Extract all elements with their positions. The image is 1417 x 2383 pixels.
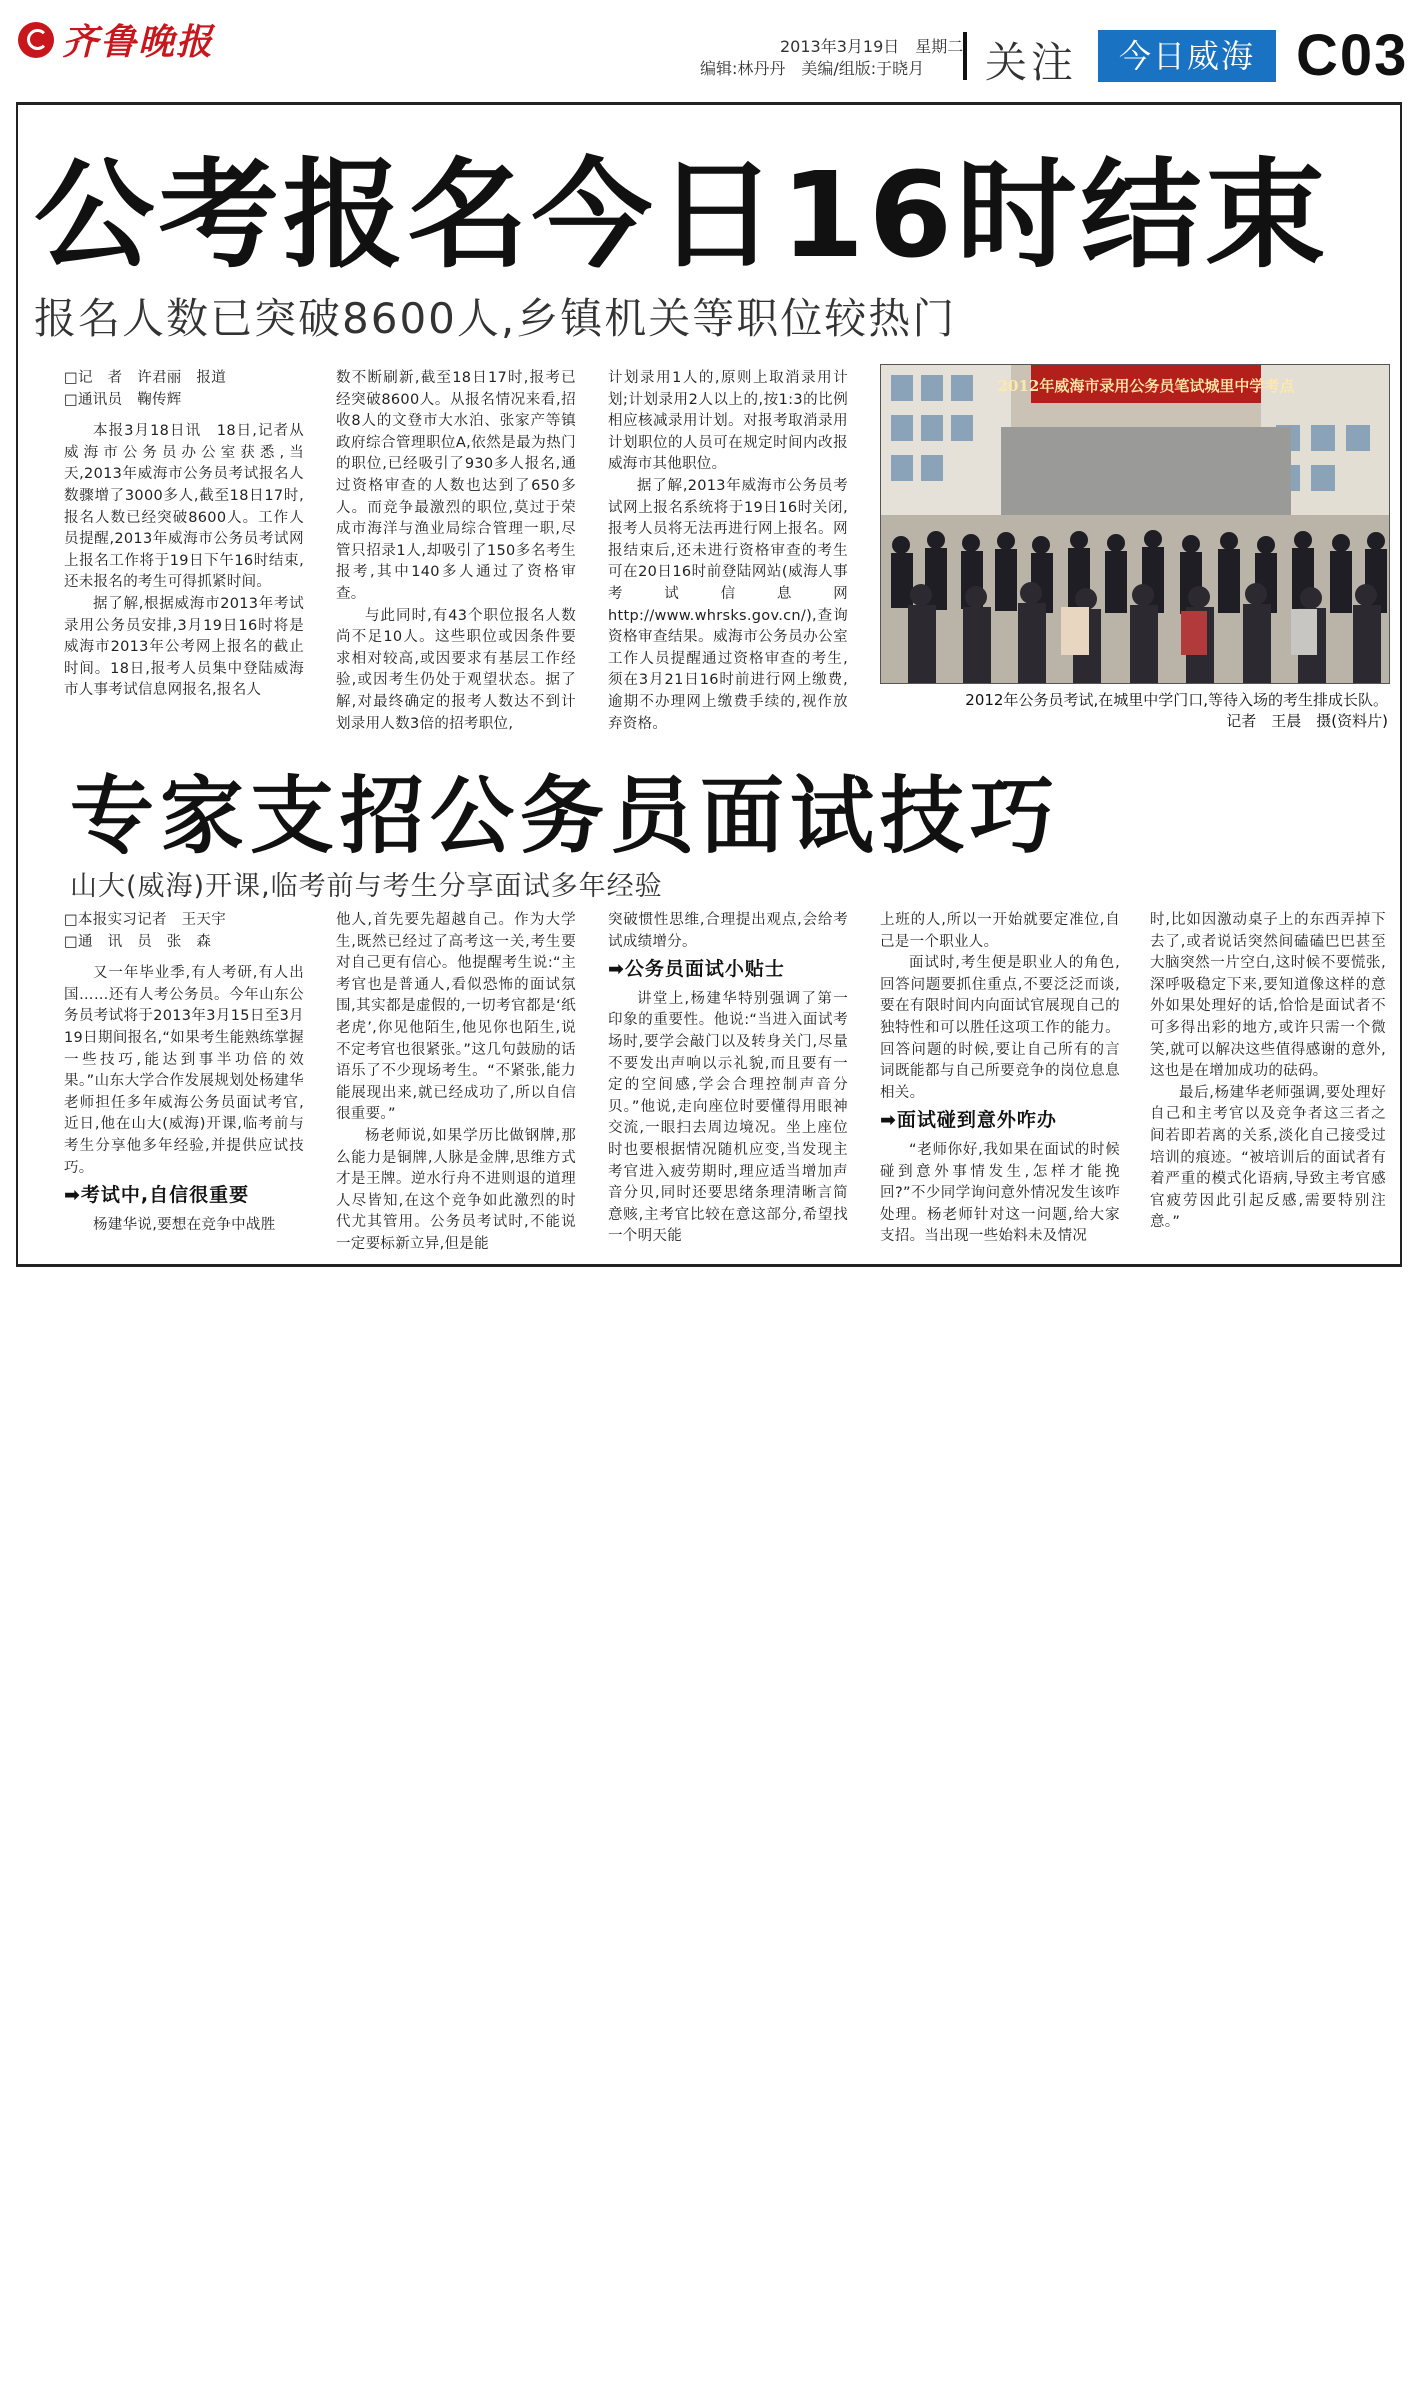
paragraph: 上班的人,所以一开始就要定准位,自己是一个职业人。 xyxy=(880,912,1120,950)
article1-column-2 xyxy=(336,368,576,735)
photo-caption xyxy=(880,690,1388,732)
paragraph: 他人,首先要先超越自己。作为大学生,既然已经过了高考这一关,考生要对自己更有信心。他提醒考生说:“主考官也是普通人,看似恐怖的面试氛围,其实都是虚假的,一切考官都是‘纸老虎’,你见他陌生,他见你也陌生,说不定考官也很紧张。”这几句鼓励的话语乐了不少现场考生。“不紧张,能力能展现出来,就已经成功了,所以自信很重要。” xyxy=(336,912,576,1123)
paragraph: 突破惯性思维,合理提出观点,会给考试成绩增分。 xyxy=(608,912,848,950)
correspondent-byline: □通讯员 鞠传辉 xyxy=(64,391,182,408)
subheading: ➡面试碰到意外咋办 xyxy=(880,1109,1057,1132)
paragraph: 与此同时,有43个职位报名人数尚不足10人。这些职位或因条件要求相对较高,或因要求有基层工作经验,或因考生仍处于观望状态。据了解,对最终确定的报考人数达不到计划录用人数3倍的招考职位, xyxy=(336,607,576,732)
article1-headline: 公考报名今日16时结束 xyxy=(34,146,1330,284)
paragraph: 时,比如因激动桌子上的东西弄掉下去了,或者说话突然间磕磕巴巴甚至大脑突然一片空白,这时候不要慌张,深呼吸稳定下来,要知道像这样的意外如果处理好的话,恰恰是面试者不可多得出彩的地方,或许只需一个微笑,就可以解决这些值得感谢的意外,这也是在增加成功的砝码。 xyxy=(1150,912,1386,1080)
paragraph: “老师你好,我如果在面试的时候碰到意外事情发生,怎样才能挽回?”不少同学询问意外情况发生该咋处理。杨老师针对这一问题,给大家支招。当出现一些始料未及情况 xyxy=(880,1141,1120,1245)
paragraph: 本报3月18日讯 18日,记者从威海市公务员办公室获悉,当天,2013年威海市公务员考试报名人数骤增了3000多人,截至18日17时,报名人数已经突破8600人。工作人员提醒,2013年威海市公务员考试网上报名工作将于19日下午16时结束,还未报名的考生可得抓紧时间。 xyxy=(64,423,304,591)
paragraph: 杨老师说,如果学历比做钢牌,那么能力是铜牌,人脉是金牌,思维方式才是王牌。逆水行舟不进则退的道理人尽皆知,在这个竞争如此激烈的时代尤其管用。公务员考试时,不能说一定要标新立异,但是能 xyxy=(336,1127,576,1252)
paragraph: 计划录用1人的,原则上取消录用计划;计划录用2人以上的,按1:3的比例相应核减录用计划。对报考取消录用计划职位的人员可在规定时间内改报威海市其他职位。 xyxy=(608,370,848,473)
newspaper-logo xyxy=(18,14,214,65)
article1-column-1 xyxy=(64,368,304,702)
paragraph: 又一年毕业季,有人考研,有人出国……还有人考公务员。今年山东公务员考试将于2013年3月15日至3月19日期间报名,“如果考生能熟练掌握一些技巧,能达到事半功倍的效果。”山东大学合作发展规划处杨建华老师担任多年威海公务员面试考官,近日,他在山大(威海)开课,临考前与考生分享他多年经验,并提供应试技巧。 xyxy=(64,965,304,1176)
logo-text: 齐鲁晚报 xyxy=(62,21,215,63)
section-tag: 今日威海 xyxy=(1098,30,1276,82)
article1-column-3 xyxy=(608,368,848,735)
issue-date: 2013年3月19日 星期二 xyxy=(780,37,964,56)
article1-subheadline: 报名人数已突破8600人,乡镇机关等职位较热门 xyxy=(34,294,957,343)
header-divider xyxy=(963,32,967,80)
caption-text: 2012年公务员考试,在城里中学门口,等待入场的考生排成长队。 xyxy=(965,691,1388,709)
correspondent-byline: □通 讯 员 张 森 xyxy=(64,933,212,950)
logo-emblem-icon xyxy=(18,22,54,58)
reporter-byline: □记 者 许君丽 报道 xyxy=(64,370,226,386)
paragraph: 据了解,根据威海市2013年考试录用公务员安排,3月19日16时将是威海市2013年公考网上报名的截止时间。18日,报考人员集中登陆威海市人事考试信息网报名,报名人 xyxy=(64,595,304,699)
paragraph: 讲堂上,杨建华特别强调了第一印象的重要性。他说:“当进入面试考场时,要学会敲门以及转身关门,尽量不要发出声响以示礼貌,而且要有一定的空间感,学会合理控制声音分贝。”他说,走向座位时要懂得用眼神交流,一眼扫去周边境况。坐上座位时也要根据情况随机应变,当发现主考官进入疲劳期时,理应适当增加声音分贝,同时还要思绪条理清晰言简意赅,主考官比较在意这部分,希望找一个明天能 xyxy=(608,990,848,1245)
editor-credit: 编辑:林丹丹 美编/组版:于晓月 xyxy=(700,59,925,78)
article2-column-2 xyxy=(336,910,576,1256)
news-photo xyxy=(880,364,1390,684)
article2-column-4 xyxy=(880,910,1120,1248)
paragraph: 面试时,考生便是职业人的角色,回答问题要抓住重点,不要泛泛而谈,要在有限时间内向面试官展现自己的独特性和可以胜任这项工作的能力。回答问题的时候,要让自己所有的言词既能都与自己所要竞争的岗位息息相关。 xyxy=(880,955,1120,1101)
issue-meta xyxy=(700,36,963,80)
subheading: ➡考试中,自信很重要 xyxy=(64,1184,250,1207)
photo-crowd-queue xyxy=(881,365,1389,683)
photo-credit: 记者 王晨 摄(资料片) xyxy=(1226,712,1388,730)
article2-headline: 专家支招公务员面试技巧 xyxy=(70,767,1061,865)
section-name: 关注 xyxy=(985,38,1078,87)
article2-column-5 xyxy=(1150,910,1386,1234)
masthead xyxy=(0,0,1417,100)
paragraph: 据了解,2013年威海市公务员考试网上报名系统将于19日16时关闭,报考人员将无法再进行网上报名。网报结束后,还未进行资格审查的考生可在20日16时前登陆网站(威海人事考试信息网http://www.whrsks.gov.cn/),查询资格审查结果。威海市公务员办公室工作人员提醒通过资格审查的考生,须在3月21日16时前进行网上缴费,逾期不办理网上缴费手续的,视作放弃资格。 xyxy=(608,477,848,732)
article2-column-1 xyxy=(64,910,304,1236)
photo-banner-text: 2012年威海市录用公务员笔试城里中学考点 xyxy=(997,377,1295,395)
reporter-byline: □本报实习记者 王天宇 xyxy=(64,912,226,928)
paragraph: 数不断刷新,截至18日17时,报考已经突破8600人。从报名情况来看,招收8人的文登市大水泊、张家产等镇政府综合管理职位A,依然是最为热门的职位,已经吸引了930多人报名,通过资格审查的人数也达到了650多人。而竞争最激烈的职位,莫过于荣成市海洋与渔业局综合管理一职,尽管只招录1人,却吸引了150多名考生报考,其中140多人通过了资格审查。 xyxy=(336,370,576,602)
paragraph: 杨建华说,要想在竞争中战胜 xyxy=(93,1216,276,1233)
paragraph: 最后,杨建华老师强调,要处理好自己和主考官以及竞争者这三者之间若即若离的关系,淡化自己接受过培训的痕迹。“被培训后的面试者有着严重的模式化语病,导致主考官感官疲劳因此引起反感,需要特别注意。” xyxy=(1150,1084,1386,1231)
article2-column-3 xyxy=(608,910,848,1248)
article2-subheadline: 山大(威海)开课,临考前与考生分享面试多年经验 xyxy=(70,871,663,902)
page-number: C03 xyxy=(1296,23,1409,88)
subheading: ➡公务员面试小贴士 xyxy=(608,958,785,981)
